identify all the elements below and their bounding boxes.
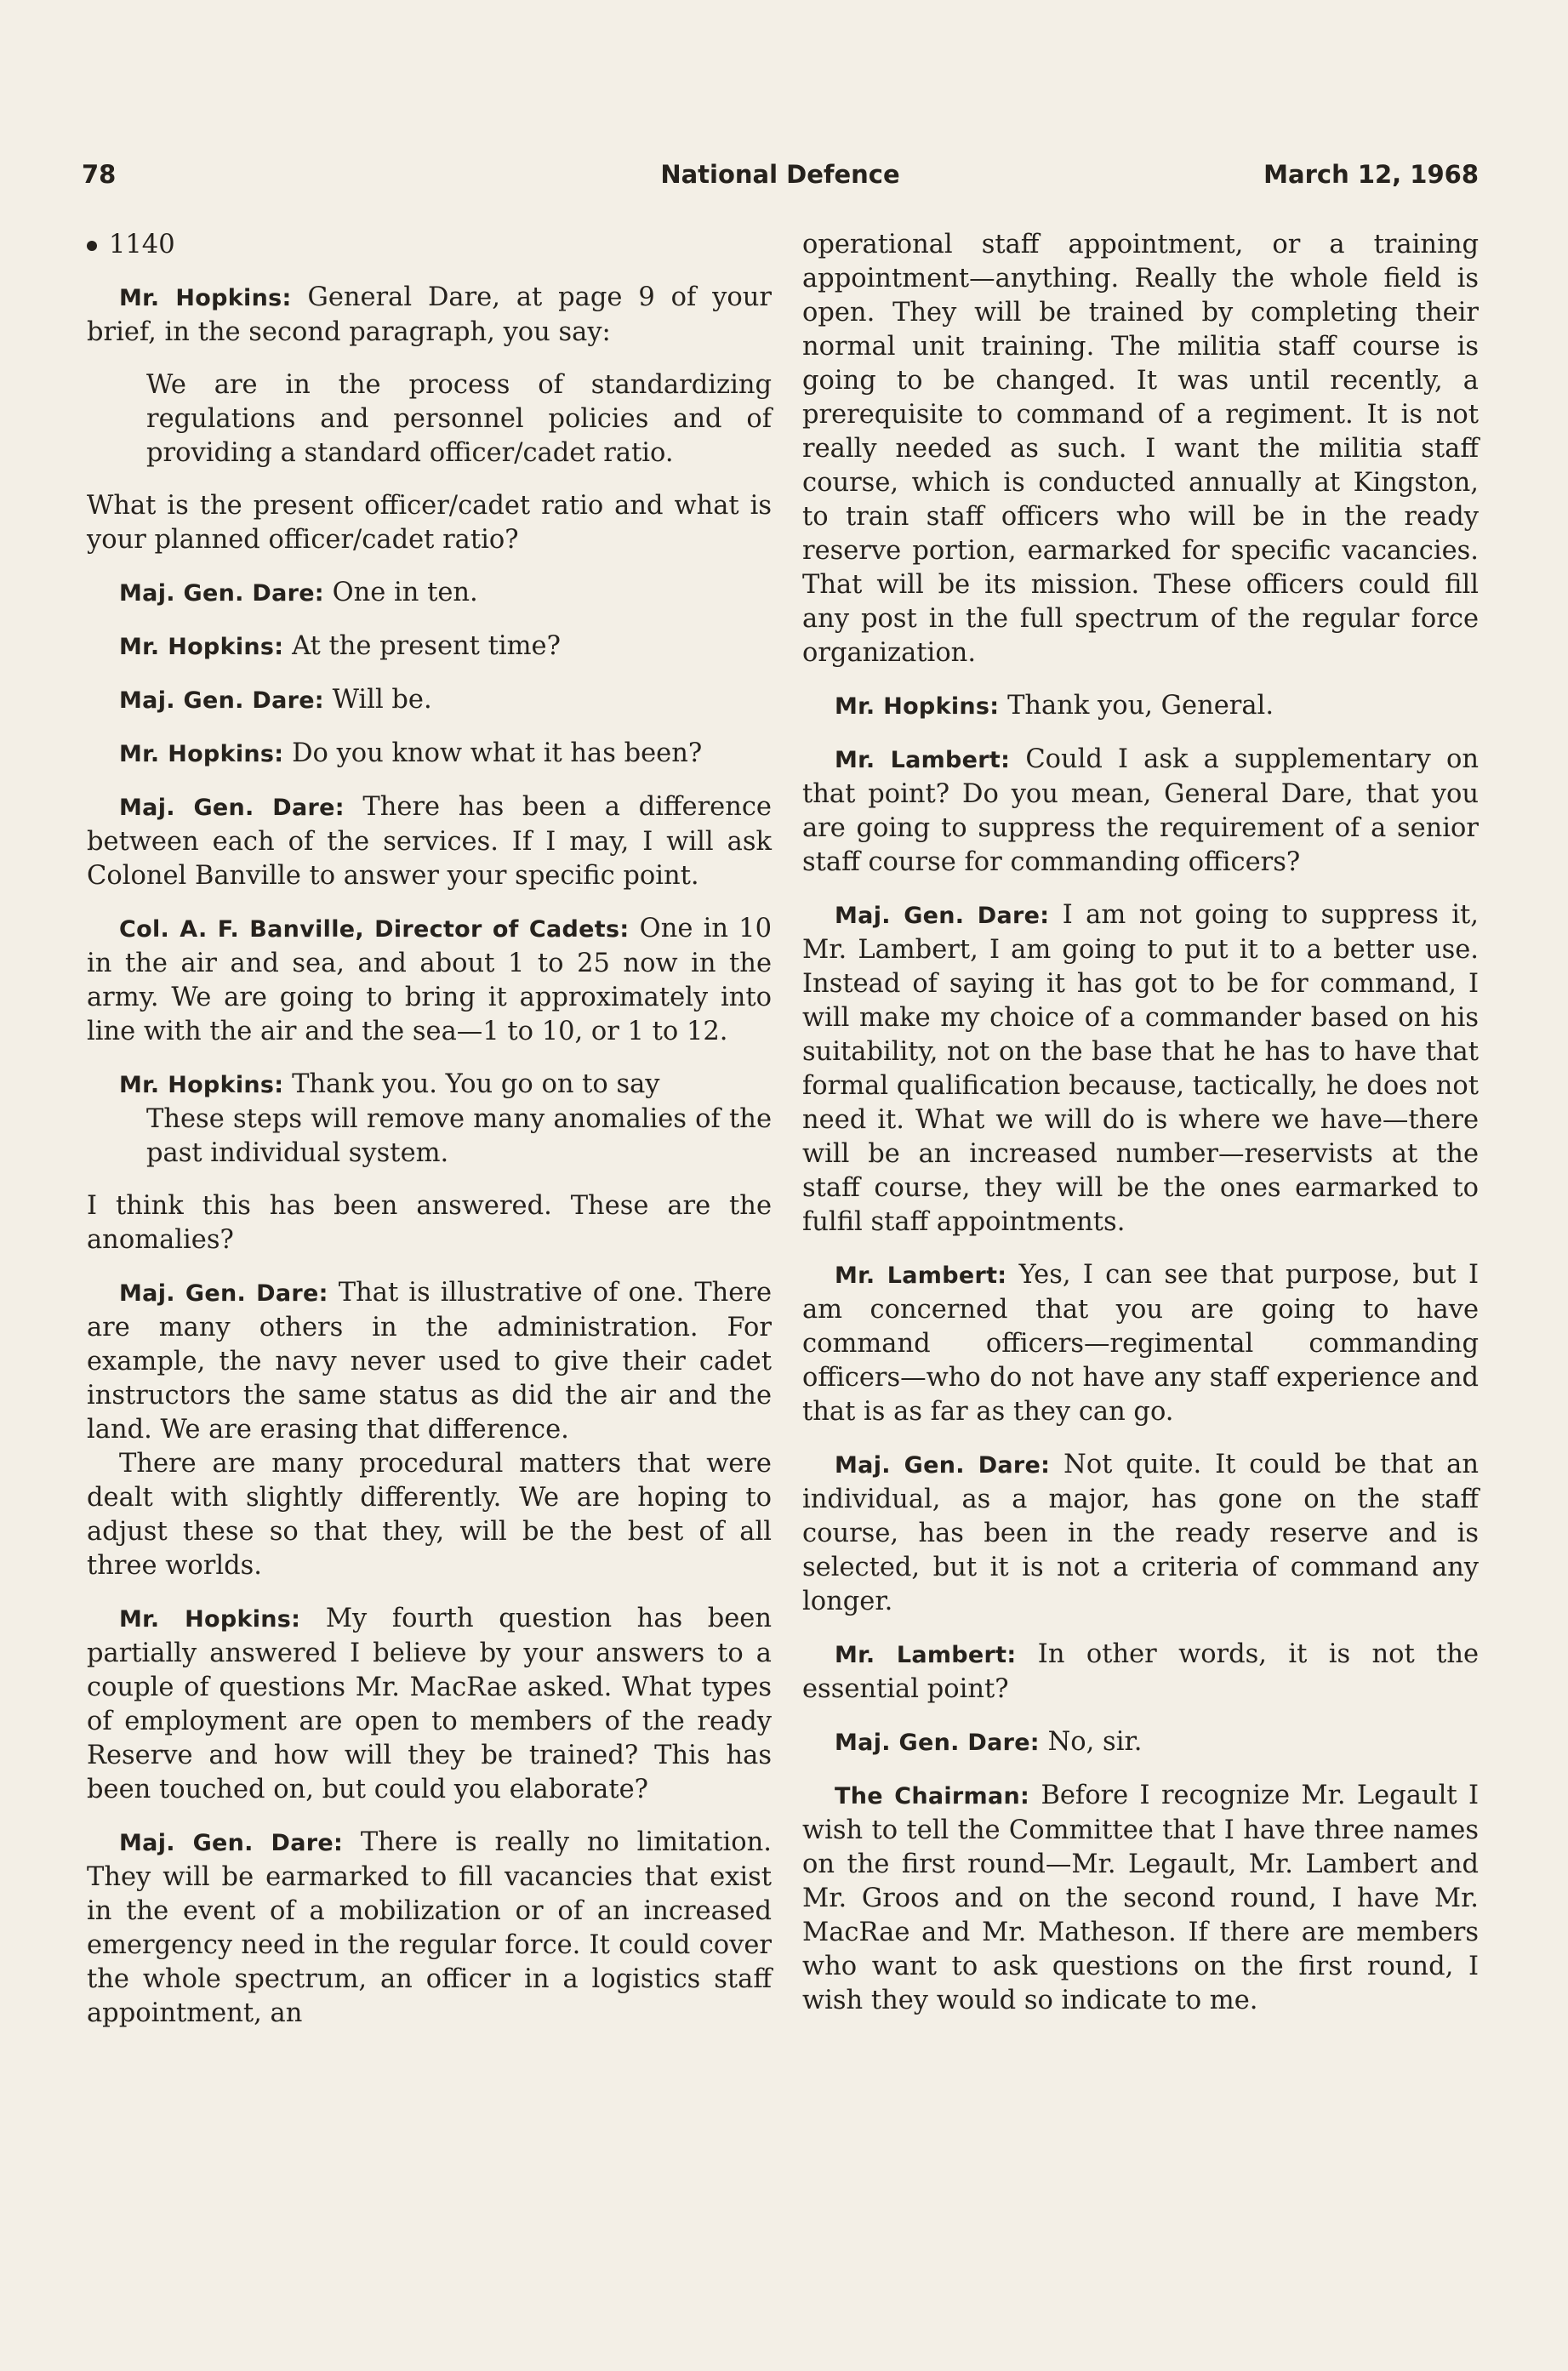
speech-paragraph [802,1258,1479,1429]
speaker-name: Mr. Lambert: [835,1642,1017,1668]
speech-paragraph [802,898,1479,1240]
page-number: 78 [82,160,117,189]
body-paragraph: I think this has been answered. These are the anomalies? [87,1191,772,1255]
speech-paragraph [87,576,772,611]
speech-paragraph [87,790,772,893]
right-column [802,228,1479,2037]
speaker-name: Maj. Gen. Dare: [835,1730,1040,1756]
speech-paragraph [802,1779,1479,2018]
speech-paragraph [87,683,772,718]
speaker-name: Col. A. F. Banville, Director of Cadets: [119,916,630,943]
time-marker [87,228,772,262]
speaker-name: Mr. Hopkins: [835,693,1000,720]
bullet-icon [87,241,97,251]
speaker-name: Maj. Gen. Dare: [119,795,345,821]
running-header [82,160,1479,201]
speech-paragraph [87,281,772,350]
speaker-name: Mr. Hopkins: [119,634,284,660]
speech-text: There has been a difference between each of the services. If I may, I will ask Colonel Banville to answer your specific point. [87,792,772,891]
speech-paragraph [802,1725,1479,1760]
speech-text: My fourth question has been partially answered I believe by your answers to a couple of questions Mr. MacRae asked. What types of employment are open to members of the ready Reserve and how will they be trained? This has been touched on, but could you elaborate? [87,1604,772,1804]
speech-text: That is illustrative of one. There are many others in the administration. For example, the navy never used to give their cadet instructors the same status as did the air and the land. We are erasing that difference. [87,1278,772,1445]
speech-paragraph [802,689,1479,724]
body-paragraph: operational staff appointment, or a training appointment—anything. Really the whole field is open. They will be trained by completing their normal unit training. The militia staff course is going to be changed. It was until recently, a prerequisite to command of a regiment. It is not really needed as such. I want the militia staff course, which is conducted annually at Kingston, to train staff officers who will be in the ready reserve portion, earmarked for specific vacancies. That will be its mission. These officers could fill any post in the full spectrum of the regular force organization. [802,230,1479,668]
speech-text: Before I recognize Mr. Legault I wish to tell the Committee that I have three names on the first round—Mr. Legault, Mr. Lambert and Mr. Groos and on the second round, I have Mr. MacRae and Mr. Matheson. If there are members who want to ask questions on the first round, I wish they would so indicate to me. [802,1781,1479,2015]
speech-text: Thank you. You go on to say [283,1069,660,1099]
speaker-name: Mr. Hopkins: [119,1606,301,1633]
left-column [87,228,772,2049]
header-date: March 12, 1968 [1263,160,1479,189]
speaker-name: Mr. Hopkins: [119,285,292,311]
speaker-name: The Chairman: [835,1783,1030,1810]
speech-paragraph [87,737,772,772]
speaker-name: Mr. Hopkins: [119,1072,284,1098]
speech-text: One in 10 in the air and sea, and about 1 to 25 now in the army. We are going to bring it approximately into line with the air and the sea—1 to 10, or 1 to 12. [87,914,772,1046]
speech-paragraph [802,1638,1479,1707]
block-quote: These steps will remove many anomalies of the past individual system. [146,1104,772,1168]
speaker-name: Mr. Lambert: [835,747,1011,773]
body-paragraph: There are many procedural matters that were dealt with slightly differently. We are hoping to adjust these so that they, will be the best of all three worlds. [87,1449,772,1581]
speech-text: I am not going to suppress it, Mr. Lambert, I am going to put it to a better use. Instead of saying it has got to be for command, I will make my choice of a commander based on his suitability, not on the base that he has to have that formal qualification because, tactically, he does not need it. What we will do is where we have—there will be an increased number—reservists at the staff course, they will be the ones earmarked to fulfil staff appointments. [802,900,1479,1237]
body-paragraph: What is the present officer/cadet ratio and what is your planned officer/cadet ratio? [87,491,772,555]
block-quote: We are in the process of standardizing regulations and personnel policies and of providing a standard officer/cadet ratio. [146,370,772,468]
speaker-name: Maj. Gen. Dare: [835,1452,1051,1479]
speech-paragraph [87,1068,772,1103]
speech-text: There is really no limitation. They will be earmarked to fill vacancies that exist in the event of a mobilization or of an increased emergency need in the regular force. It could cover the whole spectrum, an officer in a logistics staff appointment, an [87,1827,772,2028]
speech-paragraph [802,1448,1479,1619]
speech-text: Do you know what it has been? [283,738,703,768]
speaker-name: Maj. Gen. Dare: [119,580,324,607]
speech-text: Will be. [323,685,432,715]
speaker-name: Maj. Gen. Dare: [119,1830,344,1856]
speech-text: At the present time? [283,631,561,661]
speech-paragraph [802,743,1479,880]
publication-title: National Defence [660,160,900,189]
speech-text: General Dare, at page 9 of your brief, in the second paragraph, you say: [87,282,772,347]
speech-paragraph [87,1602,772,1807]
speech-paragraph [87,1826,772,2031]
speech-text: No, sir. [1039,1727,1143,1757]
speech-text: Yes, I can see that purpose, but I am concerned that you are going to have command officers—regimental commanding officers—who do not have any staff experience and that is as far as they can go. [802,1260,1479,1427]
speaker-name: Maj. Gen. Dare: [119,1280,328,1307]
speaker-name: Maj. Gen. Dare: [835,903,1050,929]
speech-text: Not quite. It could be that an individual, as a major, has gone on the staff course, has been in the ready reserve and is selected, but it is not a criteria of command any longer. [802,1450,1479,1616]
speech-text: In other words, it is not the essential point? [802,1639,1480,1704]
speech-paragraph [87,1276,772,1447]
time-marker-text: 1140 [109,230,175,259]
speaker-name: Mr. Lambert: [835,1262,1007,1289]
speech-paragraph [87,912,772,1049]
speaker-name: Maj. Gen. Dare: [119,687,324,714]
speech-text: Could I ask a supplementary on that point? Do you mean, General Dare, that you are going to suppress the requirement of a senior staff course for commanding officers? [802,744,1479,877]
speech-text: One in ten. [323,578,478,607]
speech-paragraph [87,630,772,664]
speaker-name: Mr. Hopkins: [119,741,284,767]
speech-text: Thank you, General. [999,691,1274,721]
